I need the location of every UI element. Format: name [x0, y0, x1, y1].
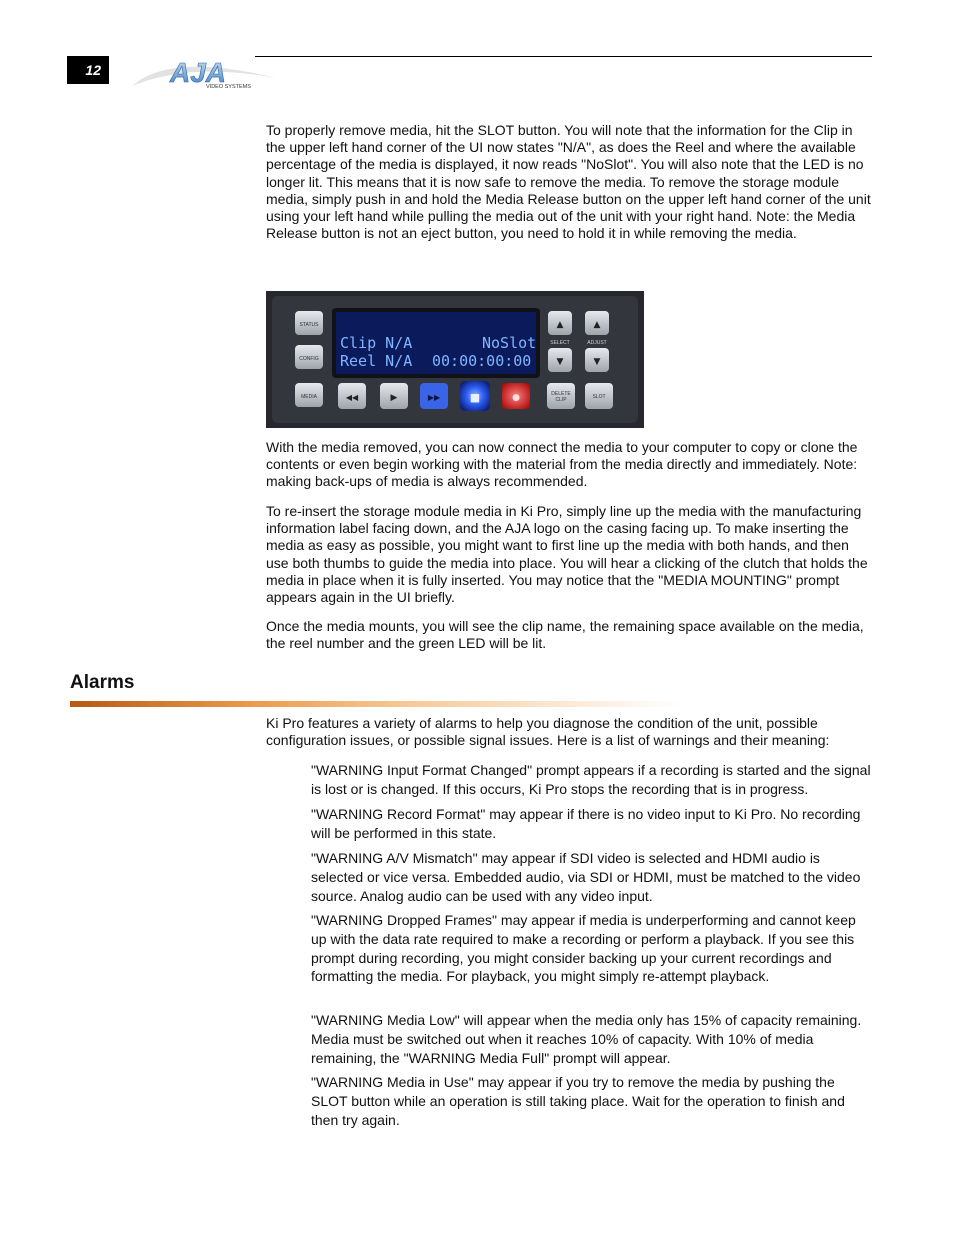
alarm-item: "WARNING Input Format Changed" prompt appears if a recording is started and the signal is lost or is changed. If this occurs, Ki Pro stops the recording that is in progress. [311, 762, 871, 797]
section-rule [70, 701, 680, 707]
device-front-panel-photo [266, 291, 644, 428]
media-button[interactable] [295, 383, 323, 407]
paragraph-media-removed: With the media removed, you can now connect the media to your computer to copy or clone the contents or even begin working with the material from the media directly and immediately. Note: making back-ups of media is always recommended. [266, 439, 858, 490]
adjust-down-button[interactable] [585, 348, 609, 372]
svg-text:AJA: AJA [170, 57, 227, 88]
svg-text:SLOT: SLOT [592, 394, 606, 400]
status-button[interactable] [295, 311, 323, 335]
svg-text:STATUS: STATUS [299, 322, 319, 328]
display-clip: Clip N/A [340, 334, 413, 352]
delete-clip-button[interactable] [547, 383, 575, 409]
down-arrow-icon: ▼ [593, 357, 601, 367]
adjust-up-button[interactable] [585, 311, 609, 335]
paragraph-remove-media: To properly remove media, hit the SLOT button. You will note that the information for the Clip in the upper left hand corner of the UI now states "N/A", as does the Reel and where the available percentage of the media is displayed, it now reads "NoSlot". You will also note that the LED is no longer lit. This means that it is now safe to remove the media. To remove the storage module media, simply push in and hold the Media Release button on the upper left hand corner of the unit using your left hand while pulling the media out of the unit with your right hand. Note: the Media Release button is not an eject button, you need to hold it in while removing the media. [266, 122, 871, 242]
paragraph-reinsert-media: To re-insert the storage module media in Ki Pro, simply line up the media with the manufacturing information label facing down, and the AJA logo on the casing facing up. To make inserting the media as easy as possible, you might want to first line up the media with both hands, and then use both thumbs to guide the media into place. You will hear a clicking of the clutch that holds the media in place when it is fully inserted. You may notice that the "MEDIA MOUNTING" prompt appears again in the UI briefly. [266, 503, 868, 606]
svg-text:MEDIA: MEDIA [301, 394, 317, 400]
alarm-item: "WARNING Media Low" will appear when the media only has 15% of capacity remaining. Media must be switched out when it reaches 10% of capacity. With 10% of media remaining, the "WARNING Media Full" prompt will appear. [311, 1012, 862, 1066]
alarm-item: "WARNING Record Format" may appear if there is no video input to Ki Pro. No recording will be performed in this state. [311, 806, 861, 841]
config-button[interactable] [295, 345, 323, 369]
rewind-icon: ◀◀ [345, 393, 359, 402]
header-rule [255, 56, 872, 57]
adjust-label: ADJUST [587, 340, 607, 346]
up-arrow-icon: ▲ [556, 320, 564, 330]
svg-text:DELETE: DELETE [551, 391, 571, 397]
play-button[interactable] [380, 383, 408, 409]
svg-text:CONFIG: CONFIG [299, 356, 319, 362]
stop-icon: ■ [469, 391, 481, 404]
rewind-button[interactable] [338, 383, 366, 409]
svg-text:CLIP: CLIP [555, 397, 567, 403]
select-up-button[interactable] [548, 311, 572, 335]
record-button[interactable] [502, 383, 530, 409]
slot-button[interactable] [585, 383, 613, 409]
alarms-intro: Ki Pro features a variety of alarms to help you diagnose the condition of the unit, possible configuration issues, or possible signal issues. Here is a list of warnings and their meaning: [266, 715, 830, 749]
display-timecode: 00:00:00:00 [432, 352, 532, 370]
aja-logo [130, 56, 276, 90]
page-number: 12 [67, 56, 109, 84]
stop-button[interactable] [460, 381, 490, 411]
alarm-item: "WARNING A/V Mismatch" may appear if SDI video is selected and HDMI audio is selected or vice versa. Embedded audio, via SDI or HDMI, must be matched to the video source. Analog audio can be used with any video input. [311, 850, 861, 904]
up-arrow-icon: ▲ [593, 320, 601, 330]
play-icon: ▶ [390, 393, 398, 403]
display-space: NoSlot [482, 334, 537, 352]
fast-forward-button[interactable] [420, 383, 448, 409]
down-arrow-icon: ▼ [556, 357, 564, 367]
record-icon: ● [512, 393, 520, 403]
paragraph-media-mounts: Once the media mounts, you will see the clip name, the remaining space available on the media, the reel number and the green LED will be lit. [266, 618, 864, 652]
alarm-item: "WARNING Media in Use" may appear if you try to remove the media by pushing the SLOT button while an operation is still taking place. Wait for the operation to finish and then try again. [311, 1074, 845, 1128]
select-down-button[interactable] [548, 348, 572, 372]
display-reel: Reel N/A [340, 352, 413, 370]
fast-forward-icon: ▶▶ [427, 393, 441, 402]
select-label: SELECT [550, 340, 570, 346]
section-title-alarms: Alarms [70, 672, 135, 693]
svg-text:VIDEO SYSTEMS: VIDEO SYSTEMS [206, 84, 251, 90]
alarm-item: "WARNING Dropped Frames" may appear if media is underperforming and cannot keep up with the data rate required to make a recording or perform a playback. If you see this prompt during recording, you might consider backing up your current recordings and formatting the media. For playback, you might simply re-attempt playback. [311, 912, 856, 985]
